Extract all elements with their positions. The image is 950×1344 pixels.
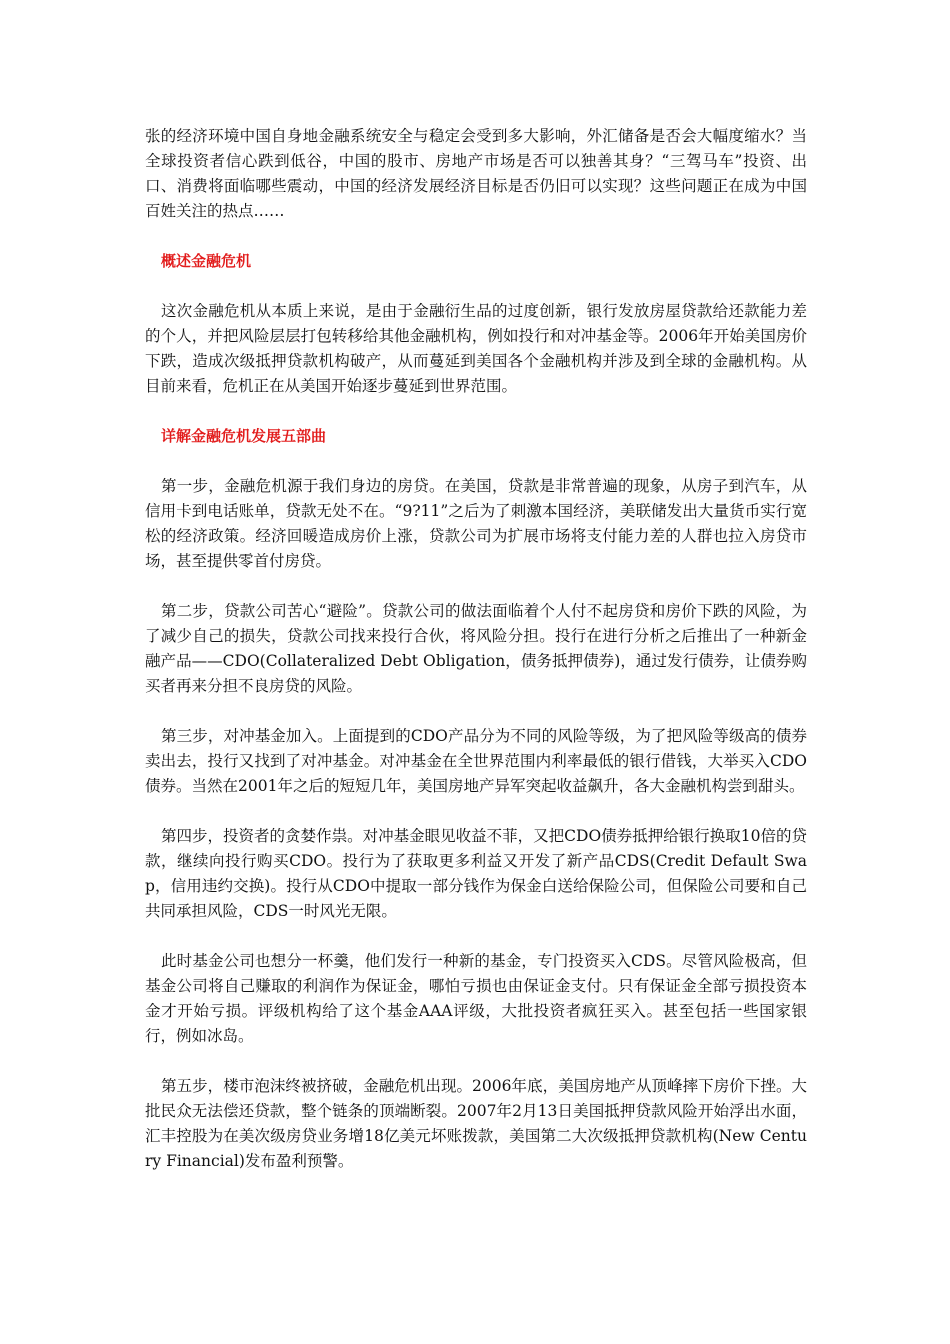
step-four-paragraph: 第四步，投资者的贪婪作祟。对冲基金眼见收益不菲，又把CDO债券抵押给银行换取10倍的贷款，继续向投行购买CDO。投行为了获取更多利益又开发了新产品CDS(Credit Default Swap，信用违约交换)。投行从CDO中提取一部分钱作为保金白送给保险公司，但保险公司要和自己共同承担风险，CDS一时风光无限。	[145, 827, 807, 920]
document-body	[145, 124, 807, 1199]
step-one-paragraph: 第一步，金融危机源于我们身边的房贷。在美国，贷款是非常普遍的现象，从房子到汽车，从信用卡到电话账单，贷款无处不在。“9?11”之后为了刺激本国经济，美联储发出大量货币实行宽松的经济政策。经济回暖造成房价上涨，贷款公司为扩展市场将支付能力差的人群也拉入房贷市场，甚至提供零首付房贷。	[145, 477, 807, 570]
section-heading-overview: 概述金融危机	[161, 252, 252, 270]
step-five-paragraph: 第五步，楼市泡沫终被挤破，金融危机出现。2006年底，美国房地产从顶峰摔下房价下挫。大批民众无法偿还贷款，整个链条的顶端断裂。2007年2月13日美国抵押贷款风险开始浮出水面，汇丰控股为在美次级房贷业务增18亿美元坏账拨款，美国第二大次级抵押贷款机构(New Century Financial)发布盈利预警。	[145, 1077, 807, 1170]
section-heading-five-steps: 详解金融危机发展五部曲	[161, 427, 327, 445]
step-two-paragraph: 第二步，贷款公司苦心“避险”。贷款公司的做法面临着个人付不起房贷和房价下跌的风险，为了减少自己的损失，贷款公司找来投行合伙，将风险分担。投行在进行分析之后推出了一种新金融产品——CDO(Collateralized Debt Obligation，债务抵押债券)，通过发行债券，让债券购买者再来分担不良房贷的风险。	[145, 602, 807, 695]
step-three-paragraph: 第三步，对冲基金加入。上面提到的CDO产品分为不同的风险等级，为了把风险等级高的债券卖出去，投行又找到了对冲基金。对冲基金在全世界范围内利率最低的银行借钱，大举买入CDO债券。当然在2001年之后的短短几年，美国房地产异军突起收益飙升，各大金融机构尝到甜头。	[145, 727, 807, 795]
fund-company-paragraph: 此时基金公司也想分一杯羹，他们发行一种新的基金，专门投资买入CDS。尽管风险极高，但基金公司将自己赚取的利润作为保证金，哪怕亏损也由保证金支付。只有保证金全部亏损投资本金才开始亏损。评级机构给了这个基金AAA评级，大批投资者疯狂买入。甚至包括一些国家银行，例如冰岛。	[145, 952, 807, 1045]
overview-paragraph: 这次金融危机从本质上来说，是由于金融衍生品的过度创新，银行发放房屋贷款给还款能力差的个人，并把风险层层打包转移给其他金融机构，例如投行和对冲基金等。2006年开始美国房价下跌，造成次级抵押贷款机构破产，从而蔓延到美国各个金融机构并涉及到全球的金融机构。从目前来看，危机正在从美国开始逐步蔓延到世界范围。	[145, 302, 807, 395]
intro-paragraph: 张的经济环境中国自身地金融系统安全与稳定会受到多大影响，外汇储备是否会大幅度缩水？当全球投资者信心跌到低谷，中国的股市、房地产市场是否可以独善其身？“三驾马车”投资、出口、消费将面临哪些震动，中国的经济发展经济目标是否仍旧可以实现？这些问题正在成为中国百姓关注的热点……	[145, 127, 807, 220]
